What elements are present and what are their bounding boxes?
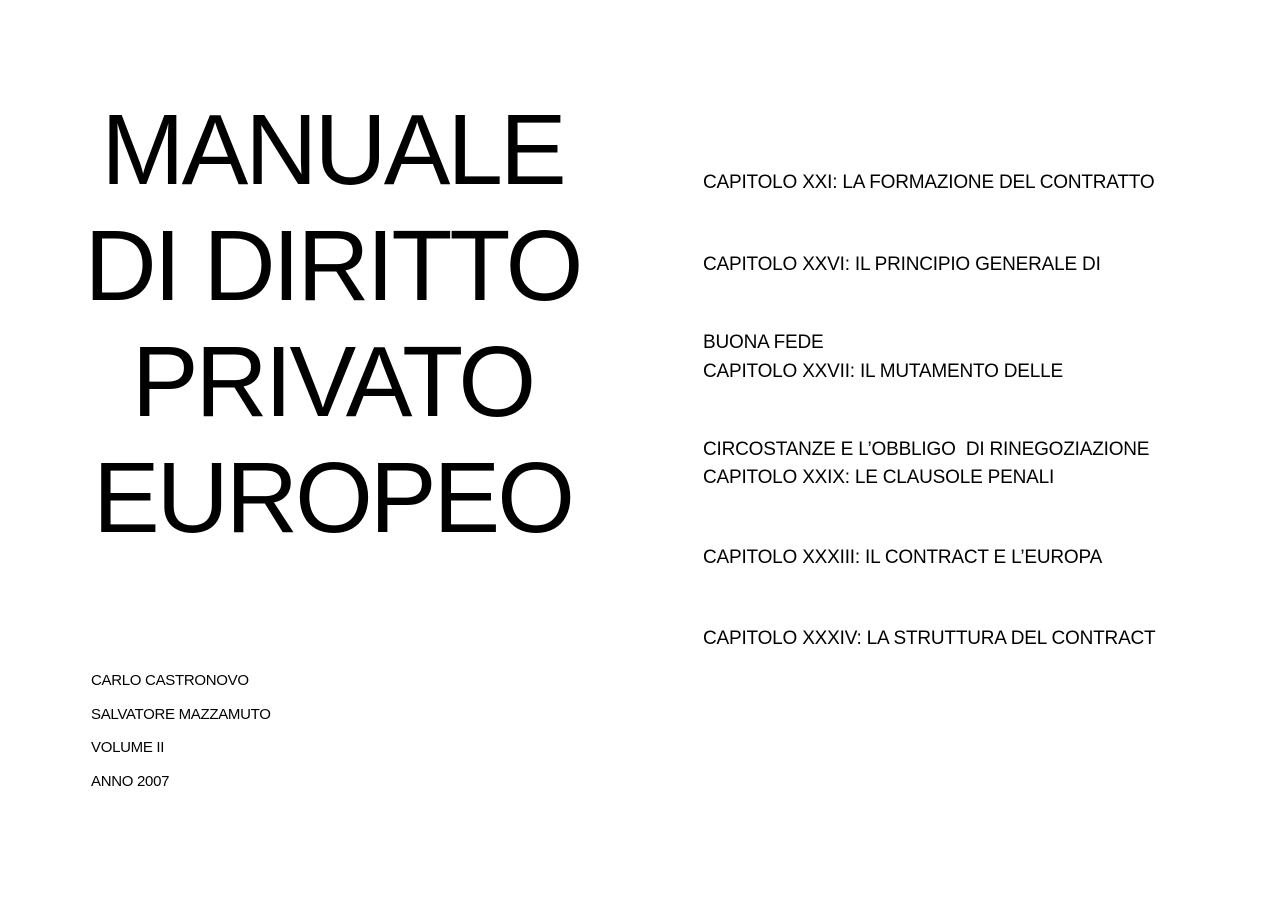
chapter-line: CAPITOLO XXXIII: IL CONTRACT E L’EUROPA <box>703 547 1103 568</box>
year-label: ANNO 2007 <box>91 773 170 790</box>
chapter-line: CAPITOLO XXVII: IL MUTAMENTO DELLE <box>703 361 1063 382</box>
chapter-line: CAPITOLO XXI: LA FORMAZIONE DEL CONTRATTO <box>703 172 1155 193</box>
book-title <box>60 92 605 556</box>
title-line: PRIVATO <box>131 326 534 438</box>
volume-label: VOLUME II <box>91 739 165 756</box>
chapter-line: BUONA FEDE <box>703 332 824 353</box>
author-name: SALVATORE MAZZAMUTO <box>91 706 271 723</box>
title-line: EUROPEO <box>92 442 573 554</box>
title-line: MANUALE <box>101 94 564 206</box>
chapter-line: CAPITOLO XXVI: IL PRINCIPIO GENERALE DI <box>703 254 1101 275</box>
author-name: CARLO CASTRONOVO <box>91 672 249 689</box>
chapter-line: CAPITOLO XXXIV: LA STRUTTURA DEL CONTRACT <box>703 628 1156 649</box>
chapter-line: CAPITOLO XXIX: LE CLAUSOLE PENALI <box>703 467 1055 488</box>
chapter-item <box>703 574 1155 704</box>
chapter-line: CIRCOSTANZE E L’OBBLIGO DI RINEGOZIAZIONE <box>703 439 1150 460</box>
title-line: DI DIRITTO <box>84 210 581 322</box>
